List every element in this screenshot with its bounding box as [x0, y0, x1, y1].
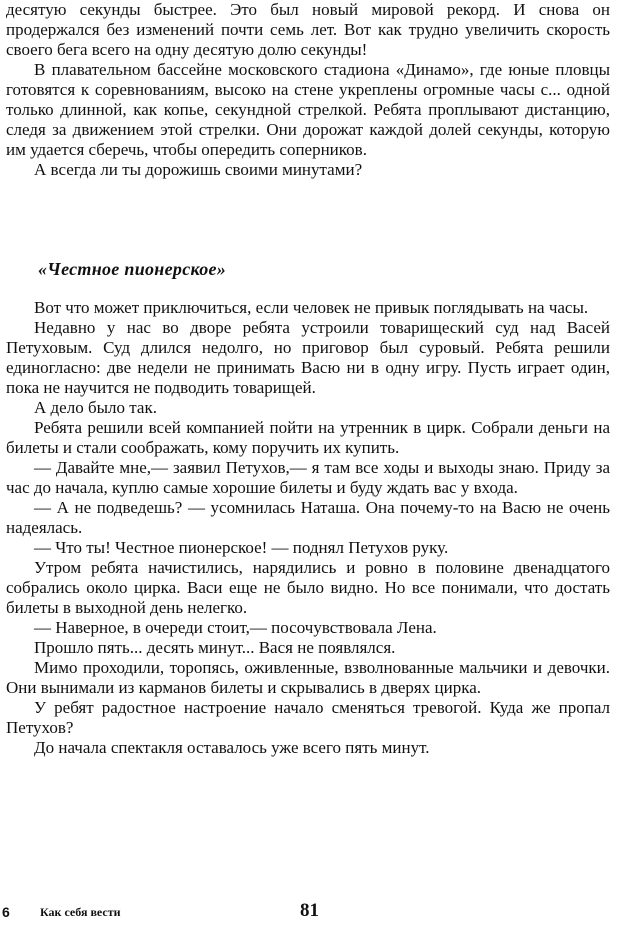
section-heading: «Честное пионерское» — [38, 259, 227, 279]
paragraph: — А не подведешь? — усомнилась Наташа. Она почему-то на Васю не очень надеялась. — [6, 498, 610, 537]
paragraph: Утром ребята начистились, нарядились и ровно в половине двенадцатого собрались около цирка. Васи еще не было видно. Но все понимали, что достать билеты в выходной день нелегко. — [6, 558, 610, 617]
paragraph: У ребят радостное настроение начало сменяться тревогой. Куда же пропал Петухов? — [6, 698, 610, 737]
paragraph: — Что ты! Честное пионерское! — поднял Петухов руку. — [34, 538, 449, 557]
paragraph: До начала спектакля оставалось уже всего пять минут. — [34, 738, 430, 757]
signature-mark: 6 — [2, 904, 10, 920]
paragraph: Мимо проходили, торопясь, оживленные, взволнованные мальчики и девочки. Они вынимали из карманов билеты и скрывались в дверях цирка. — [6, 658, 610, 697]
paragraph: Вот что может приключиться, если человек не привык поглядывать на часы. — [34, 298, 589, 317]
paragraph: А дело было так. — [34, 398, 157, 417]
paragraph: — Наверное, в очереди стоит,— посочувствовала Лена. — [34, 618, 437, 637]
paragraph: В плавательном бассейне московского стадиона «Динамо», где юные пловцы готовятся к соревнованиям, высоко на стене укреплены огромные часы с... одной только длинной, как копье, секундной стрелкой. Ребята проплывают дистанцию, следя за движением этой стрелки. Они дорожат каждой долей секунды, которую им удается сберечь, чтобы опередить соперников. — [6, 60, 610, 159]
paragraph: Недавно у нас во дворе ребята устроили товарищеский суд над Васей Петуховым. Суд длился недолго, но приговор был суровый. Ребята решили единогласно: две недели не принимать Васю ни в одну игру. Пусть играет один, пока не научится не подводить товарищей. — [6, 318, 610, 397]
main-text-block — [6, 298, 610, 758]
paragraph: А всегда ли ты дорожишь своими минутами? — [34, 160, 363, 179]
top-text-block — [6, 0, 610, 180]
running-title: Как себя вести — [40, 905, 121, 919]
page-footer — [0, 900, 620, 924]
paragraph: Прошло пять... десять минут... Вася не появлялся. — [34, 638, 396, 657]
paragraph: десятую секунды быстрее. Это был новый мировой рекорд. И снова он продержался без изменений почти семь лет. Вот как трудно увеличить скорость своего бега всего на одну десятую долю секунды! — [6, 0, 610, 59]
paragraph: — Давайте мне,— заявил Петухов,— я там все ходы и выходы знаю. Приду за час до начала, куплю самые хорошие билеты и буду ждать вас у входа. — [6, 458, 610, 497]
paragraph: Ребята решили всей компанией пойти на утренник в цирк. Собрали деньги на билеты и стали соображать, кому поручить их купить. — [6, 418, 610, 457]
page-number: 81 — [300, 900, 319, 921]
